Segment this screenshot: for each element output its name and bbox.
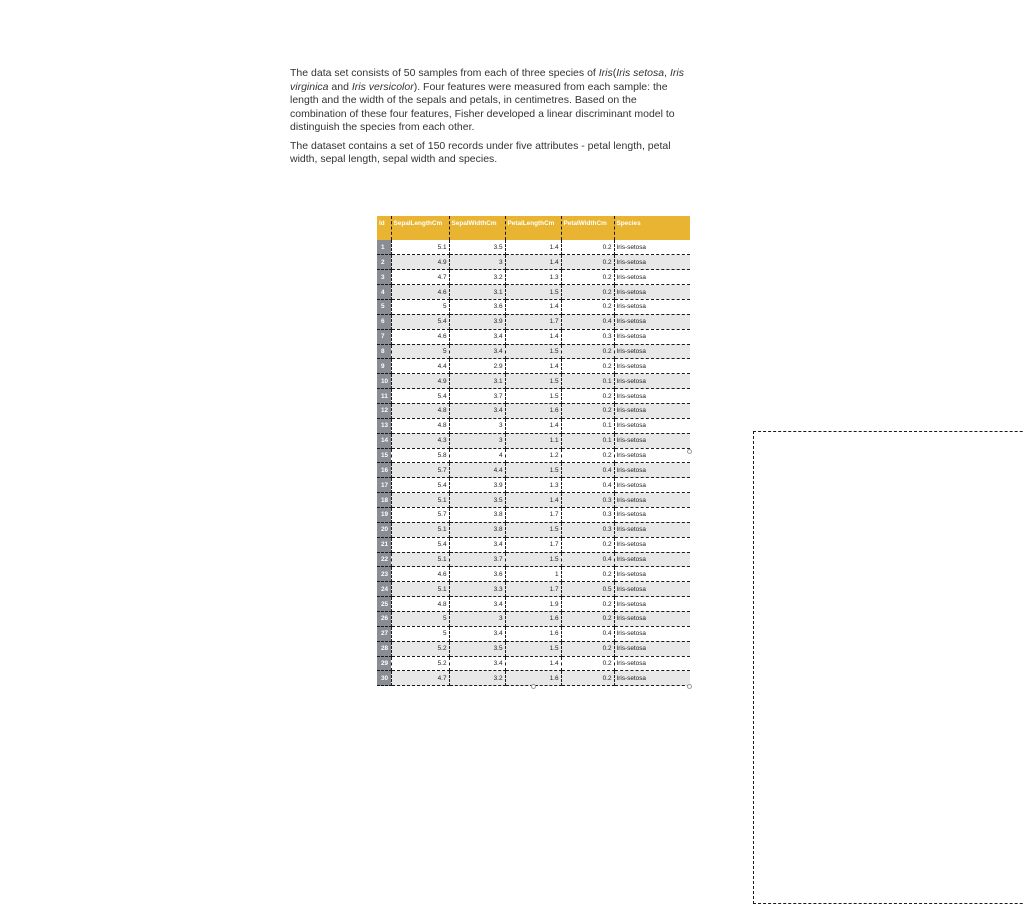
row-id-cell[interactable]: 18	[377, 493, 391, 508]
table-cell[interactable]: 5.7	[391, 507, 449, 522]
table-cell[interactable]: Iris-setosa	[614, 671, 690, 686]
table-cell[interactable]: 0.2	[561, 448, 614, 463]
table-cell[interactable]: 5	[391, 344, 449, 359]
table-cell[interactable]: 3.4	[449, 537, 505, 552]
table-cell[interactable]: 3.4	[449, 329, 505, 344]
column-header-sepallengthcm[interactable]: SepalLengthCm	[391, 216, 449, 240]
row-id-cell[interactable]: 26	[377, 611, 391, 626]
table-cell[interactable]: Iris-setosa	[614, 463, 690, 478]
table-cell[interactable]: 3.1	[449, 374, 505, 389]
column-header-petalwidthcm[interactable]: PetalWidthCm	[561, 216, 614, 240]
table-cell[interactable]: 0.2	[561, 641, 614, 656]
table-cell[interactable]: 5.1	[391, 582, 449, 597]
table-cell[interactable]: 1.6	[505, 626, 561, 641]
table-cell[interactable]: 0.1	[561, 374, 614, 389]
table-cell[interactable]: 1.9	[505, 597, 561, 612]
table-cell[interactable]: 1.6	[505, 403, 561, 418]
table-cell[interactable]: 1.4	[505, 299, 561, 314]
table-cell[interactable]: Iris-setosa	[614, 478, 690, 493]
table-cell[interactable]: 4.4	[391, 359, 449, 374]
table-cell[interactable]: 0.1	[561, 433, 614, 448]
table-row[interactable]	[377, 537, 690, 552]
table-cell[interactable]: 0.2	[561, 270, 614, 285]
table-row[interactable]	[377, 374, 690, 389]
table-cell[interactable]: Iris-setosa	[614, 314, 690, 329]
table-cell[interactable]: 1.5	[505, 463, 561, 478]
table-cell[interactable]: 0.2	[561, 597, 614, 612]
table-cell[interactable]: 5.2	[391, 656, 449, 671]
table-row[interactable]	[377, 344, 690, 359]
table-cell[interactable]: 3.9	[449, 314, 505, 329]
table-row[interactable]	[377, 567, 690, 582]
table-cell[interactable]: 1.5	[505, 389, 561, 404]
description-text: (	[612, 67, 617, 79]
row-id-cell[interactable]: 22	[377, 552, 391, 567]
species-genus-italic: Iris	[598, 67, 613, 79]
table-cell[interactable]: 3.2	[449, 671, 505, 686]
table-cell[interactable]: 3.1	[449, 285, 505, 300]
species-virginica-italic: Iris virginica	[290, 67, 684, 93]
table-cell[interactable]: 1.3	[505, 478, 561, 493]
table-cell[interactable]: 4.6	[391, 285, 449, 300]
table-cell[interactable]: 3.8	[449, 522, 505, 537]
table-row[interactable]	[377, 359, 690, 374]
table-cell[interactable]: 0.3	[561, 493, 614, 508]
row-id-cell[interactable]: 10	[377, 374, 391, 389]
row-id-cell[interactable]: 12	[377, 403, 391, 418]
table-row[interactable]	[377, 493, 690, 508]
table-cell[interactable]: Iris-setosa	[614, 270, 690, 285]
table-cell[interactable]: 5	[391, 611, 449, 626]
table-cell[interactable]: Iris-setosa	[614, 537, 690, 552]
table-cell[interactable]: 5.4	[391, 537, 449, 552]
row-id-cell[interactable]: 29	[377, 656, 391, 671]
table-row[interactable]	[377, 463, 690, 478]
table-cell[interactable]: 0.2	[561, 389, 614, 404]
table-row[interactable]	[377, 611, 690, 626]
row-id-cell[interactable]: 16	[377, 463, 391, 478]
table-row[interactable]	[377, 285, 690, 300]
row-id-cell[interactable]: 19	[377, 507, 391, 522]
table-cell[interactable]: Iris-setosa	[614, 611, 690, 626]
description-paragraph-2: The dataset contains a set of 150 records under five attributes - petal length, petal width, sepal length, sepal width and species.	[290, 139, 671, 165]
row-id-cell[interactable]: 7	[377, 329, 391, 344]
table-row[interactable]	[377, 522, 690, 537]
table-cell[interactable]: 3	[449, 611, 505, 626]
table-cell[interactable]: 4.9	[391, 255, 449, 270]
table-cell[interactable]: 1.5	[505, 641, 561, 656]
table-cell[interactable]: 4.7	[391, 671, 449, 686]
table-cell[interactable]: 3	[449, 255, 505, 270]
table-cell[interactable]: 0.2	[561, 671, 614, 686]
table-cell[interactable]: 4.9	[391, 374, 449, 389]
table-cell[interactable]: 4.4	[449, 463, 505, 478]
table-cell[interactable]: 0.2	[561, 344, 614, 359]
table-row[interactable]	[377, 448, 690, 463]
table-cell[interactable]: 1.4	[505, 418, 561, 433]
table-row[interactable]	[377, 641, 690, 656]
row-id-cell[interactable]: 14	[377, 433, 391, 448]
row-id-cell[interactable]: 17	[377, 478, 391, 493]
row-id-cell[interactable]: 28	[377, 641, 391, 656]
table-cell[interactable]: 1.6	[505, 611, 561, 626]
table-cell[interactable]: 1.4	[505, 493, 561, 508]
table-cell[interactable]: Iris-setosa	[614, 507, 690, 522]
table-cell[interactable]: Iris-setosa	[614, 285, 690, 300]
table-cell[interactable]: Iris-setosa	[614, 641, 690, 656]
table-row[interactable]	[377, 240, 690, 255]
table-cell[interactable]: Iris-setosa	[614, 448, 690, 463]
table-cell[interactable]: Iris-setosa	[614, 522, 690, 537]
table-cell[interactable]: 1.4	[505, 359, 561, 374]
table-row[interactable]	[377, 656, 690, 671]
table-cell[interactable]: 3.4	[449, 626, 505, 641]
table-cell[interactable]: 1.5	[505, 344, 561, 359]
row-id-cell[interactable]: 20	[377, 522, 391, 537]
column-header-petallengthcm[interactable]: PetalLengthCm	[505, 216, 561, 240]
column-header-id[interactable]: Id	[377, 216, 391, 240]
table-row[interactable]	[377, 433, 690, 448]
table-row[interactable]	[377, 582, 690, 597]
description-text: The data set consists of 50 samples from each of three species of	[290, 67, 599, 79]
table-cell[interactable]: 1.5	[505, 552, 561, 567]
table-cell[interactable]: 3.6	[449, 567, 505, 582]
table-row[interactable]	[377, 255, 690, 270]
table-cell[interactable]: 3.4	[449, 403, 505, 418]
table-cell[interactable]: 5.8	[391, 448, 449, 463]
table-cell[interactable]: 0.3	[561, 522, 614, 537]
selection-frame	[753, 431, 1024, 904]
table-cell[interactable]: 4.6	[391, 567, 449, 582]
description-text: and	[328, 80, 352, 93]
row-id-cell[interactable]: 5	[377, 299, 391, 314]
table-cell[interactable]: 0.1	[561, 418, 614, 433]
table-cell[interactable]: 0.4	[561, 463, 614, 478]
table-cell[interactable]: 1.5	[505, 285, 561, 300]
table-cell[interactable]: Iris-setosa	[614, 656, 690, 671]
row-id-cell[interactable]: 25	[377, 597, 391, 612]
table-cell[interactable]: Iris-setosa	[614, 418, 690, 433]
table-cell[interactable]: 0.5	[561, 582, 614, 597]
table-cell[interactable]: Iris-setosa	[614, 329, 690, 344]
table-cell[interactable]: 1.4	[505, 656, 561, 671]
table-row[interactable]	[377, 597, 690, 612]
table-cell[interactable]: 3.9	[449, 478, 505, 493]
table-cell[interactable]: 4	[449, 448, 505, 463]
table-cell[interactable]: 1.7	[505, 537, 561, 552]
table-cell[interactable]: 4.8	[391, 597, 449, 612]
table-cell[interactable]: Iris-setosa	[614, 552, 690, 567]
row-id-cell[interactable]: 2	[377, 255, 391, 270]
table-row[interactable]	[377, 270, 690, 285]
table-cell[interactable]: 3	[449, 418, 505, 433]
table-cell[interactable]: 0.4	[561, 478, 614, 493]
table-cell[interactable]: 0.2	[561, 537, 614, 552]
table-cell[interactable]: 1.5	[505, 374, 561, 389]
table-cell[interactable]: 1.7	[505, 507, 561, 522]
table-row[interactable]	[377, 478, 690, 493]
table-row[interactable]	[377, 626, 690, 641]
table-cell[interactable]: 1.4	[505, 240, 561, 255]
resize-handle-bottom-right[interactable]	[687, 684, 692, 689]
table-cell[interactable]: Iris-setosa	[614, 582, 690, 597]
description-text: ,	[664, 67, 670, 79]
table-cell[interactable]: 5	[391, 299, 449, 314]
table-cell[interactable]: 0.2	[561, 611, 614, 626]
table-row[interactable]	[377, 418, 690, 433]
table-cell[interactable]: 0.4	[561, 552, 614, 567]
table-cell[interactable]: 1.1	[505, 433, 561, 448]
table-cell[interactable]: Iris-setosa	[614, 433, 690, 448]
table-cell[interactable]: 3.8	[449, 507, 505, 522]
table-row[interactable]	[377, 552, 690, 567]
row-id-cell[interactable]: 23	[377, 567, 391, 582]
table-cell[interactable]: Iris-setosa	[614, 389, 690, 404]
table-row[interactable]	[377, 389, 690, 404]
table-cell[interactable]: 0.2	[561, 567, 614, 582]
table-cell[interactable]: 1.5	[505, 522, 561, 537]
row-id-cell[interactable]: 27	[377, 626, 391, 641]
dataset-description	[290, 67, 685, 172]
table-row[interactable]	[377, 329, 690, 344]
table-cell[interactable]: 3.4	[449, 656, 505, 671]
table-cell[interactable]: 4.3	[391, 433, 449, 448]
row-id-cell[interactable]: 3	[377, 270, 391, 285]
row-id-cell[interactable]: 8	[377, 344, 391, 359]
row-id-cell[interactable]: 24	[377, 582, 391, 597]
species-setosa-italic: Iris setosa	[616, 67, 665, 79]
table-cell[interactable]: 4.8	[391, 403, 449, 418]
table-cell[interactable]: 3.5	[449, 493, 505, 508]
table-cell[interactable]: Iris-setosa	[614, 240, 690, 255]
row-id-cell[interactable]: 1	[377, 240, 391, 255]
table-cell[interactable]: 0.2	[561, 285, 614, 300]
table-cell[interactable]: 0.3	[561, 507, 614, 522]
table-row[interactable]	[377, 299, 690, 314]
table-cell[interactable]: 3.4	[449, 597, 505, 612]
table-cell[interactable]: 0.3	[561, 329, 614, 344]
table-cell[interactable]: 3.3	[449, 582, 505, 597]
row-id-cell[interactable]: 9	[377, 359, 391, 374]
table-cell[interactable]: 1.7	[505, 314, 561, 329]
table-cell[interactable]: 1.3	[505, 270, 561, 285]
table-cell[interactable]: 5.7	[391, 463, 449, 478]
table-body	[377, 240, 690, 686]
table-cell[interactable]: 0.2	[561, 403, 614, 418]
table-row[interactable]	[377, 507, 690, 522]
table-cell[interactable]: 5.1	[391, 522, 449, 537]
row-id-cell[interactable]: 6	[377, 314, 391, 329]
table-cell[interactable]: 3.5	[449, 240, 505, 255]
table-cell[interactable]: 4.7	[391, 270, 449, 285]
iris-data-table[interactable]	[377, 216, 690, 686]
row-id-cell[interactable]: 21	[377, 537, 391, 552]
table-cell[interactable]: 1.4	[505, 255, 561, 270]
species-versicolor-italic: Iris versicolor	[351, 80, 414, 93]
description-text: ). Four features were measured from each sample: the length and the width of the sepals and petals, in centimetres. Based on the combination of these four features, Fisher developed a linear discriminant model to distinguish the species from each other.	[290, 80, 675, 133]
table-cell[interactable]: 1.6	[505, 671, 561, 686]
table-header	[377, 216, 690, 240]
table-cell[interactable]: 3.7	[449, 389, 505, 404]
table-cell[interactable]: Iris-setosa	[614, 255, 690, 270]
table-cell[interactable]: Iris-setosa	[614, 626, 690, 641]
row-id-cell[interactable]: 11	[377, 389, 391, 404]
table-cell[interactable]: 5.2	[391, 641, 449, 656]
table-cell[interactable]: 0.2	[561, 359, 614, 374]
column-header-species[interactable]: Species	[616, 220, 641, 227]
table-cell[interactable]: 5.4	[391, 314, 449, 329]
row-id-cell[interactable]: 4	[377, 285, 391, 300]
table-row[interactable]	[377, 314, 690, 329]
table-cell[interactable]: Iris-setosa	[614, 403, 690, 418]
table-cell[interactable]: 1	[505, 567, 561, 582]
table-cell[interactable]: 1.7	[505, 582, 561, 597]
table-cell[interactable]: 3.4	[449, 344, 505, 359]
row-id-cell[interactable]: 30	[377, 671, 391, 686]
table-cell[interactable]: 0.2	[561, 299, 614, 314]
column-header-sepalwidthcm[interactable]: SepalWidthCm	[449, 216, 505, 240]
resize-handle-bottom[interactable]	[531, 684, 536, 689]
table-cell[interactable]: 0.2	[561, 240, 614, 255]
header-row	[377, 216, 690, 240]
table-cell[interactable]: Iris-setosa	[614, 344, 690, 359]
description-paragraph-1	[290, 67, 685, 135]
table-cell[interactable]: 3	[449, 433, 505, 448]
resize-handle-right[interactable]	[687, 449, 692, 454]
table-cell[interactable]: 5.4	[391, 389, 449, 404]
table-cell[interactable]: 3.2	[449, 270, 505, 285]
table-cell[interactable]: Iris-setosa	[614, 567, 690, 582]
table-cell[interactable]: 4.8	[391, 418, 449, 433]
table-cell[interactable]: 5	[391, 626, 449, 641]
row-id-cell[interactable]: 15	[377, 448, 391, 463]
table-cell[interactable]: Iris-setosa	[614, 359, 690, 374]
table-row[interactable]	[377, 403, 690, 418]
table-cell[interactable]: 0.2	[561, 656, 614, 671]
table-cell[interactable]: Iris-setosa	[614, 597, 690, 612]
table-cell[interactable]: 5.1	[391, 493, 449, 508]
table-cell[interactable]: 0.2	[561, 255, 614, 270]
table-cell[interactable]: 4.6	[391, 329, 449, 344]
table-cell[interactable]: 2.9	[449, 359, 505, 374]
table-cell[interactable]: 0.4	[561, 626, 614, 641]
table-cell[interactable]: 5.1	[391, 552, 449, 567]
table-cell[interactable]: 1.2	[505, 448, 561, 463]
table-cell[interactable]: 1.4	[505, 329, 561, 344]
table-cell[interactable]: 0.4	[561, 314, 614, 329]
row-id-cell[interactable]: 13	[377, 418, 391, 433]
table-cell[interactable]: 3.5	[449, 641, 505, 656]
table-cell[interactable]: Iris-setosa	[614, 299, 690, 314]
table-cell[interactable]: 5.4	[391, 478, 449, 493]
table-cell[interactable]: 3.6	[449, 299, 505, 314]
table-cell[interactable]: 3.7	[449, 552, 505, 567]
table-cell[interactable]: 5.1	[391, 240, 449, 255]
table-cell[interactable]: Iris-setosa	[614, 374, 690, 389]
data-table[interactable]	[377, 216, 690, 686]
table-cell[interactable]: Iris-setosa	[614, 493, 690, 508]
